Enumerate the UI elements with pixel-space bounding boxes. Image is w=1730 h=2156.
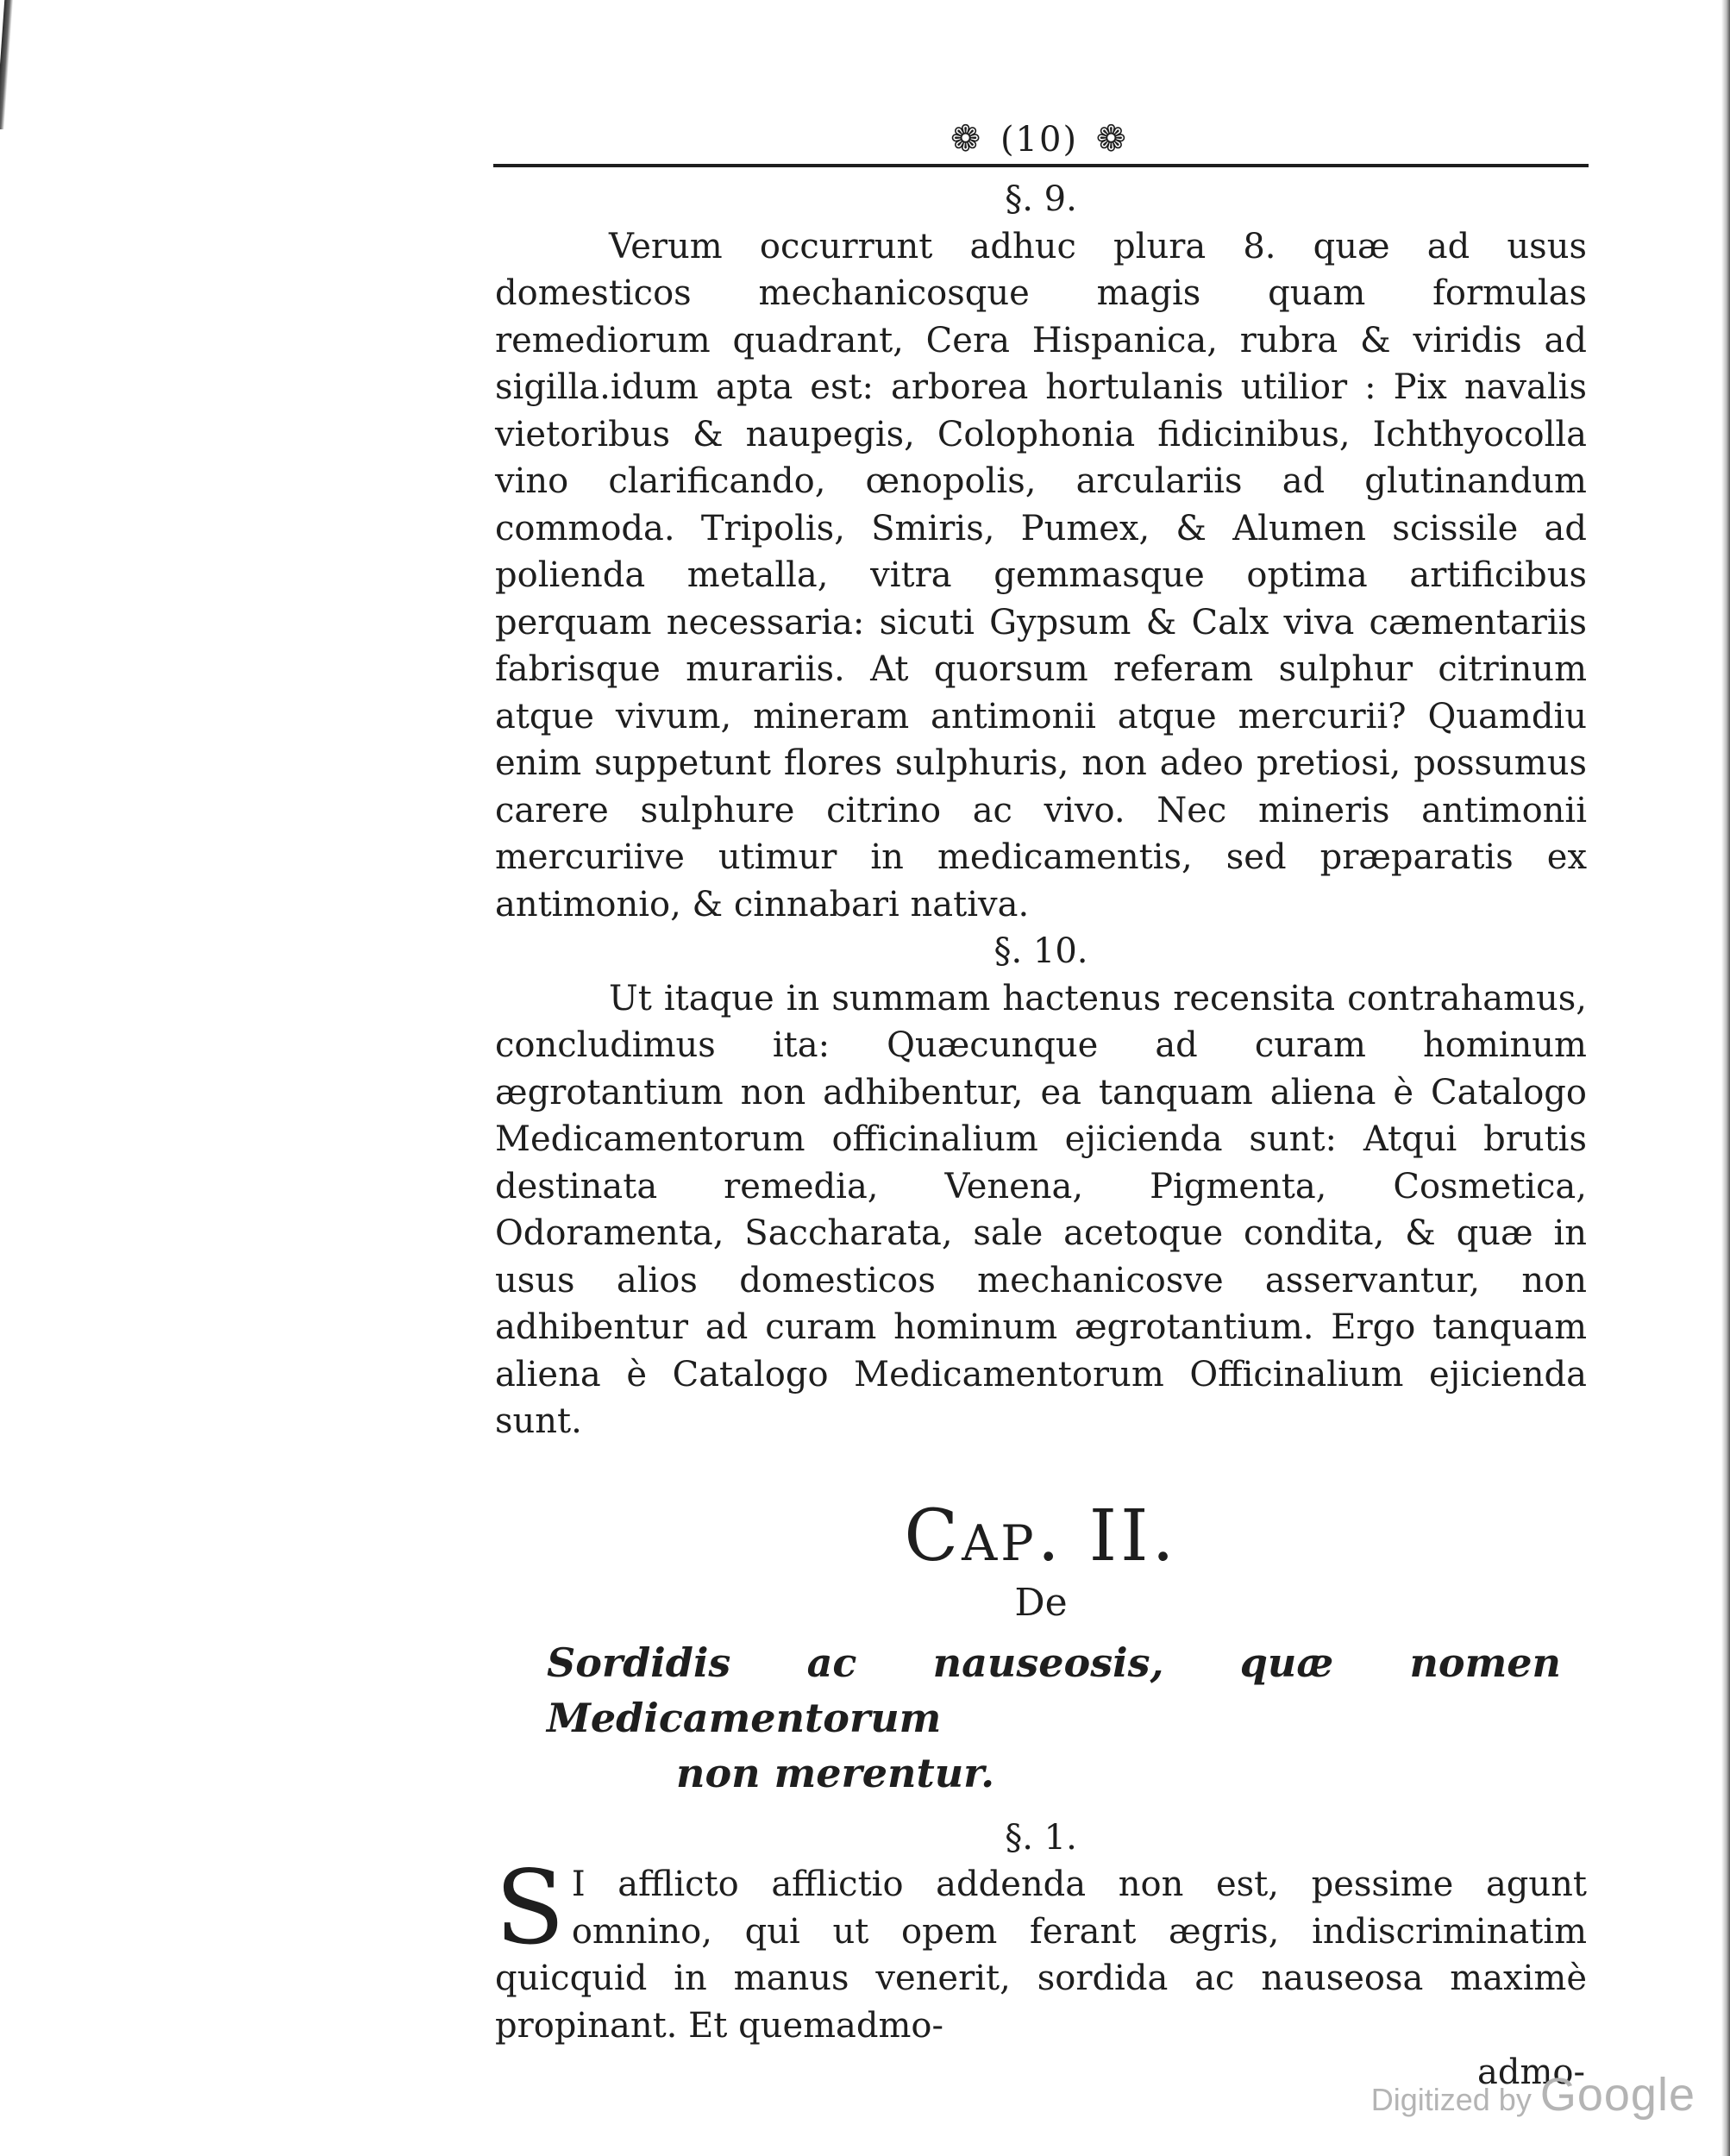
paragraph-section-9: Verum occurrunt adhuc plura 8. quæ ad usus domesticos mechanicosque magis quam formulas remediorum quadrant, Cera Hispanica, rubra & viridis ad sigilla.idum apta est: arborea hortulanis utilior : Pix navalis vietoribus & naupegis, Colophonia fidicinibus, Ichthyocolla vino clarificando, œnopolis, arculariis ad glutinandum commoda. Tripolis, Smiris, Pumex, & Alumen scissile ad polienda metalla, vitra gemmasque optima artificibus perquam necessaria: sicuti Gypsum & Calx viva cæmentariis fabrisque murariis. At quorsum referam sulphur citrinum atque vivum, mineram antimonii atque mercurii? Quamdiu enim suppetunt flores sulphuris, non adeo pretiosi, possumus carere sulphure citrino ac vivo. Nec mineris antimonii mercuriive utimur in medicamentis, sed præparatis ex antimonio, & cinnabari nativa. bbox=[495, 226, 1587, 924]
paragraph-section-1-text: I afflicto afflictio addenda non est, pessime agunt omnino, qui ut opem ferant ægris, indiscriminatim quicquid in manus venerit, sordida ac nauseosa maximè propinant. Et quemadmo- bbox=[495, 1865, 1587, 2046]
catchword: admo- bbox=[1477, 2053, 1585, 2092]
chapter-title-line-1: Sordidis ac nauseosis, quæ nomen Medicamentorum bbox=[547, 1639, 1561, 1741]
section-heading-10: §. 10. bbox=[993, 931, 1088, 971]
running-header bbox=[492, 116, 1587, 167]
chapter-title-line-2: non merentur. bbox=[676, 1749, 995, 1796]
page-edge-shadow-left bbox=[0, 0, 13, 129]
digitized-by-watermark bbox=[1371, 2068, 1696, 2122]
drop-cap: S bbox=[495, 1848, 565, 1967]
flower-ornament-icon: ❁ bbox=[1095, 117, 1128, 160]
section-heading-9: §. 9. bbox=[1005, 179, 1077, 219]
chapter-title bbox=[547, 1635, 1561, 1801]
page-text-block bbox=[495, 176, 1587, 2096]
page-number: (10) bbox=[1000, 120, 1079, 160]
page-number-line bbox=[492, 117, 1587, 160]
watermark-brand: Google bbox=[1539, 2069, 1696, 2121]
paragraph-section-1 bbox=[495, 1848, 1587, 2049]
chapter-de: De bbox=[1014, 1580, 1068, 1625]
page-edge-shadow-right bbox=[1721, 0, 1730, 2156]
paragraph-section-10: Ut itaque in summam hactenus recensita contrahamus, concludimus ita: Quæcunque ad curam hominum ægrotantium non adhibentur, ea tanquam aliena è Catalogo Medicamentorum officinalium ejicienda sunt: Atqui brutis destinata remedia, Venena, Pigmenta, Cosmetica, Odoramenta, Saccharata, sale acetoque condita, & quæ in usus alios domesticos mechanicosve asservantur, non adhibentur ad curam hominum ægrotantium. Ergo tanquam aliena è Catalogo Medicamentorum Officinalium ejicienda sunt. bbox=[495, 978, 1587, 1441]
flower-ornament-icon: ❁ bbox=[950, 117, 983, 160]
header-rule bbox=[493, 164, 1589, 167]
section-heading-1: §. 1. bbox=[1005, 1817, 1077, 1858]
chapter-heading: Cap. II. bbox=[904, 1495, 1178, 1577]
watermark-prefix: Digitized by bbox=[1370, 2082, 1532, 2117]
